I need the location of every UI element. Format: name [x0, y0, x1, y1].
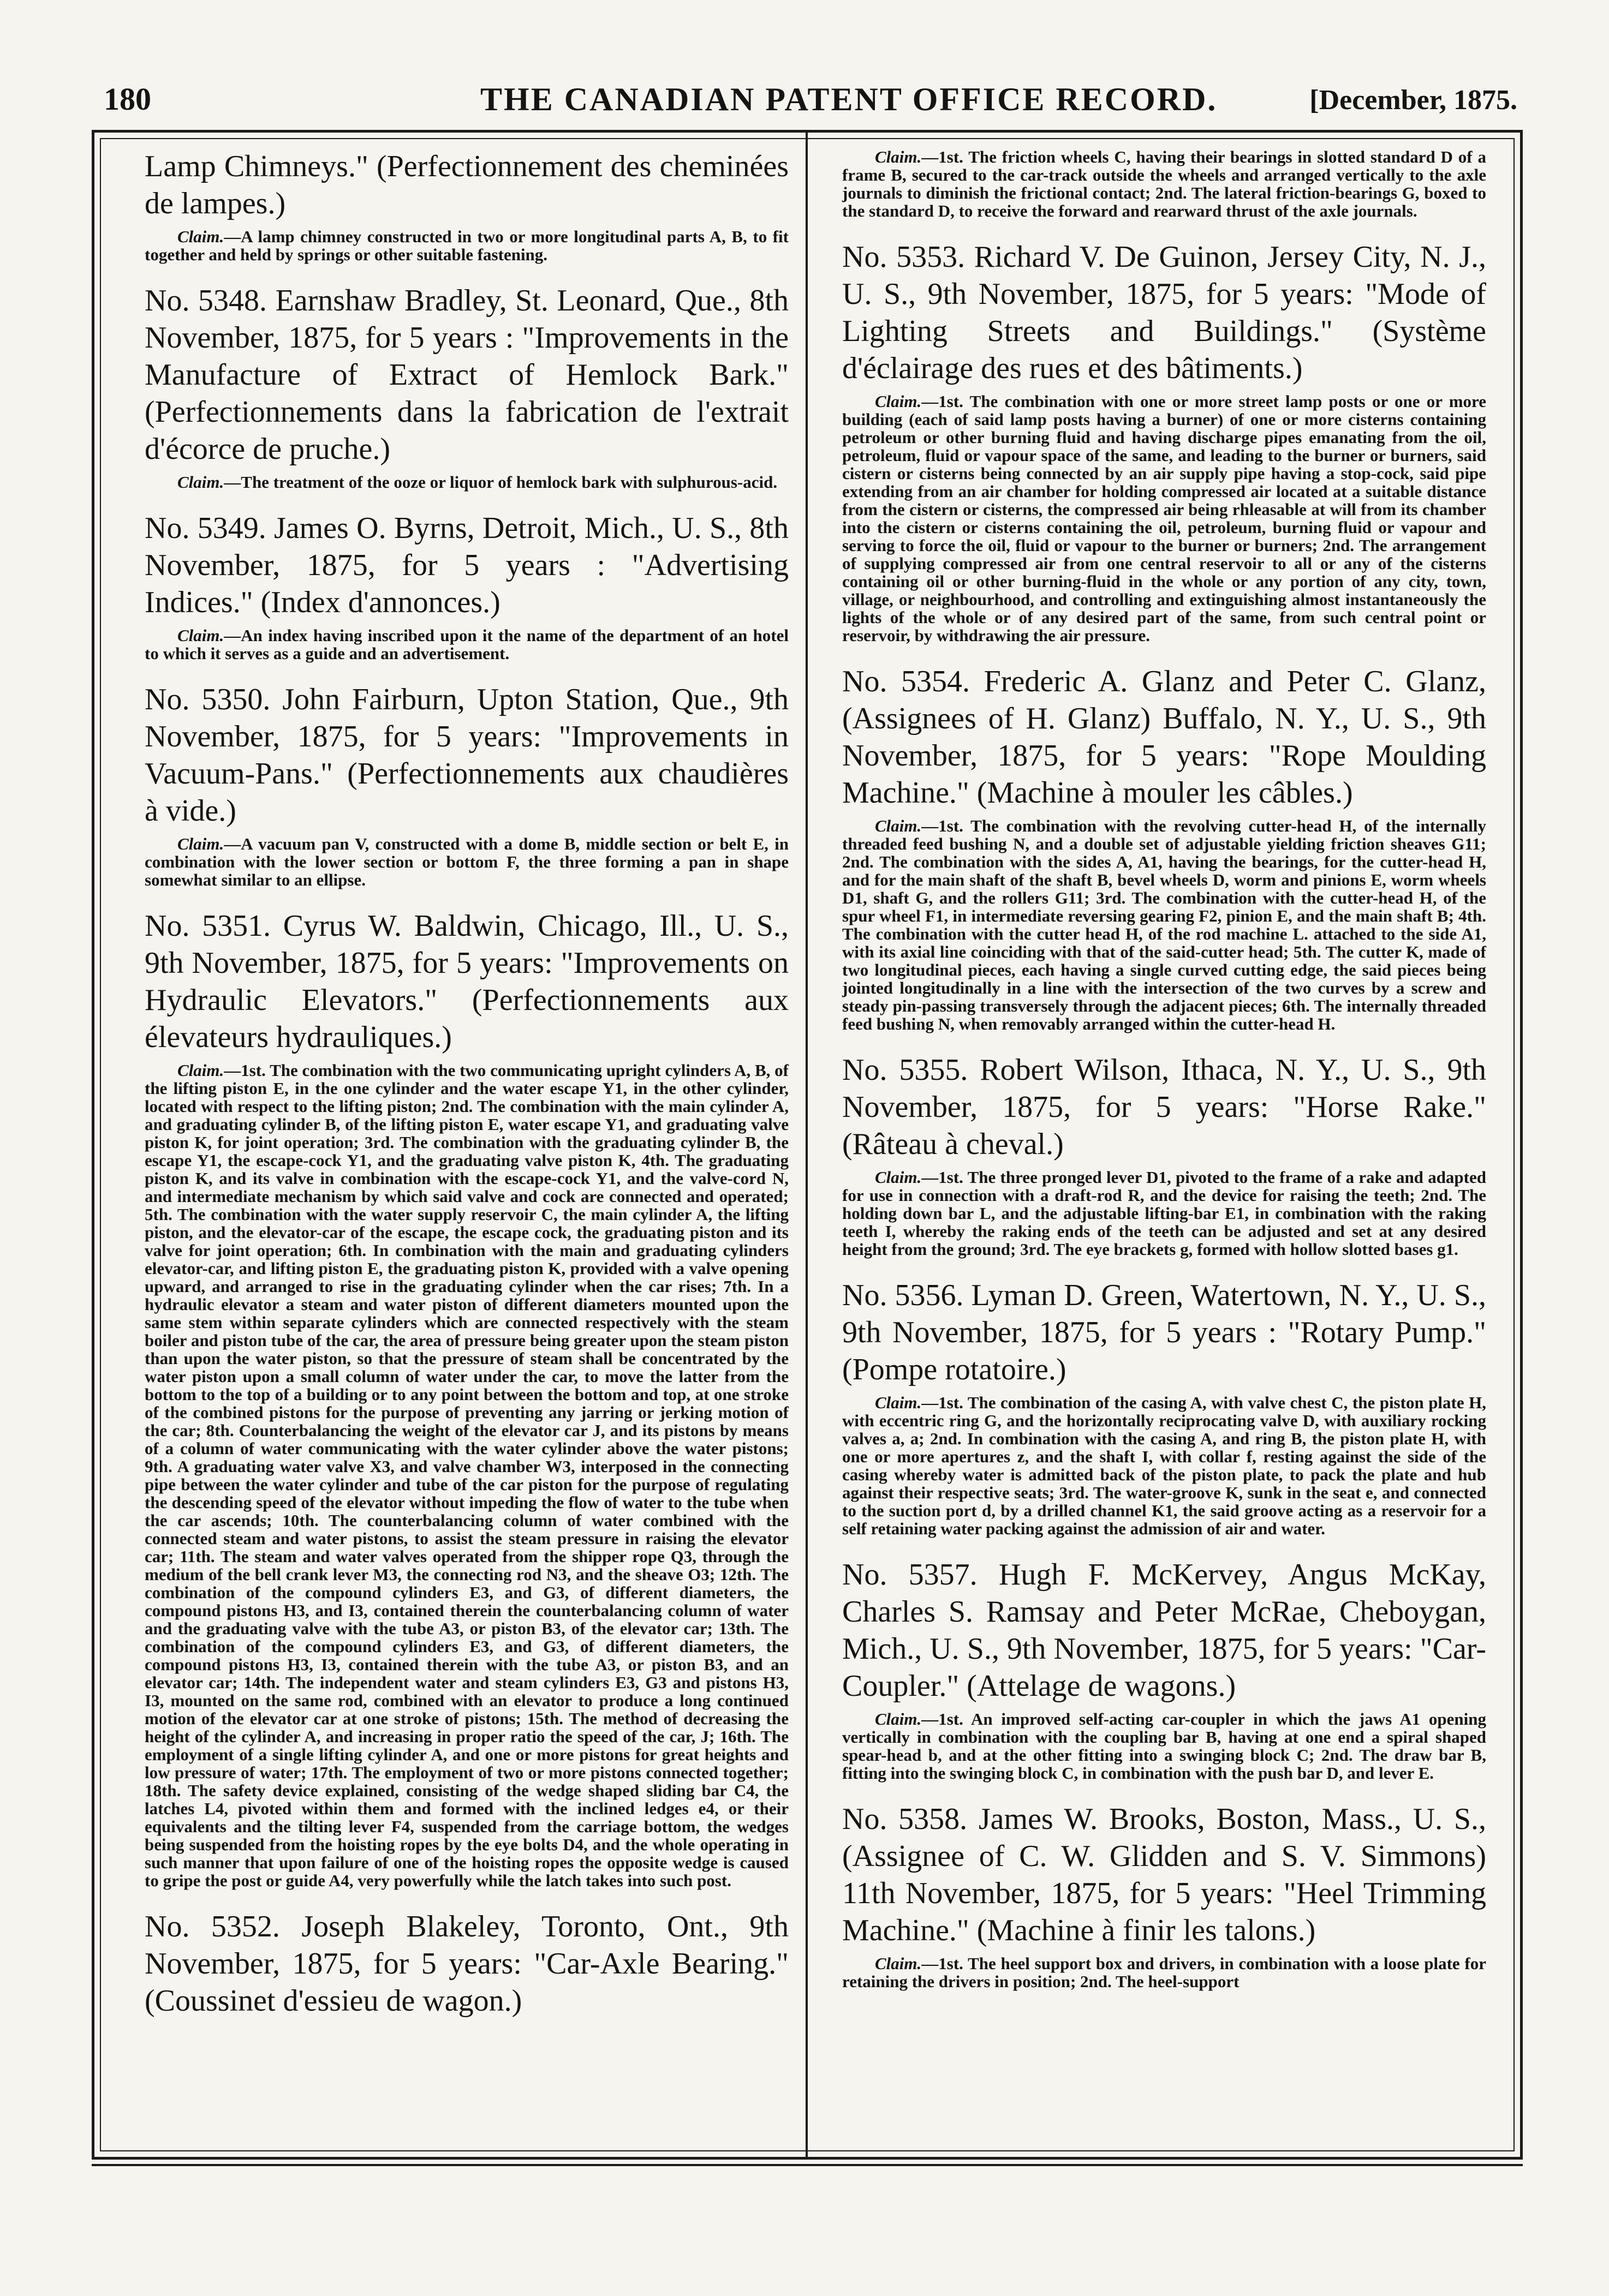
patent-title: No. 5351. Cyrus W. Baldwin, Chicago, Ill., U. S., 9th November, 1875, for 5 years: "Improvements on Hydraulic Elevators." (Perfectionnements aux élevateurs hydrauliques.) — [145, 909, 789, 1054]
page-frame — [92, 130, 1523, 2160]
patent-entry — [842, 148, 1486, 220]
patent-claim — [842, 148, 1486, 220]
patent-entry — [145, 510, 789, 662]
claim-text: —An index having inscribed upon it the name of the department of an hotel to which it serves as a guide and an advertisement. — [145, 626, 789, 663]
patent-entry — [145, 148, 789, 264]
claim-text: —1st. The combination with the revolving cutter-head H, of the internally threaded feed bushing N, and a double set of adjustable yielding friction sheaves G11; 2nd. The combination with the sides A, A1, having the bearings, for the cutter-head H, and for the main shaft of the shaft B, bevel wheels D, worm and pinions E, worm wheels D1, shaft G, and the rollers G11; 3rd. The combination with the cutter-head H, of the spur wheel F1, in intermediate reversing gearing F2, pinion E, and the main shaft B; 4th. The combination with the cutter head H, of the rod machine L. attached to the side A1, with its axial line coinciding with that of the said-cutter head; 5th. The cutter K, made of two longitudinal pieces, each having a single curved cutting edge, the said pieces being jointed longitudinally in a line with the intersection of the two curves by a screw and steady pin-passing transversely through the adjacent pieces; 6th. The internally threaded feed bushing N, when removably arranged within the cutter-head H. — [842, 816, 1486, 1033]
patent-entry — [145, 681, 789, 889]
patent-entry — [145, 282, 789, 491]
page-header — [104, 81, 1517, 119]
claim-text: —1st. The combination with one or more street lamp posts or one or more building (each of said lamp posts having a burner) of one or more cisterns containing petroleum or other burning fluid and having discharge pipes emanating from the oil, petroleum, fluid or vapour space of the same, and leading to the burner or burners, said cistern or cisterns being connected by an air supply pipe having a stop-cock, said pipe extending from an air chamber for holding compressed air located at a suitable distance from the cistern or cisterns, the compressed air being rhleasable at will from its chamber into the cistern or cisterns containing the oil, petroleum, burning fluid or vapour and serving to force the oil, fluid or vapour to the burner or burners; 2nd. The arrangement of supplying compressed air from one central reservoir to all or any of the cisterns containing oil or other burning-fluid in the whole or any portion of any city, town, village, or neighbourhood, and controlling and extinguishing almost instantaneously the lights of the whole or of any desired part of the same, from such central point or reservoir, by withdrawing the air pressure. — [842, 392, 1486, 645]
claim-label: Claim. — [875, 1954, 922, 1973]
patent-claim — [842, 1710, 1486, 1782]
claim-text: —1st. The combination with the two communicating upright cylinders A, B, of the lifting piston E, in the one cylinder and the water escape Y1, in the other cylinder, located with respect to the lifting piston; 2nd. The combination with the main cylinder A, and graduating cylinder B, of the lifting piston E, water escape Y1, and graduating valve piston K, for joint operation; 3rd. The combination with the graduating cylinder B, the escape Y1, the escape-cock Y1, and the graduating valve piston K, 4th. The graduating piston K, and its valve in combination with the escape-cock Y1, and the valve-cord N, and intermediate mechanism by which said valve and cock are connected and operated; 5th. The combination with the water supply reservoir C, the main cylinder A, the lifting piston, and the elevator-car of the escape, the escape cock, the graduating piston and its valve for joint operation; 6th. In combination with the main and graduating cylinders elevator-car, and lifting piston E, the graduating piston K, provided with a valve opening upward, and arranged to rise in the graduating cylinder when the car rises; 7th. In a hydraulic elevator a steam and water piston of different diameters mounted upon the same stem within separate cylinders which are connected respectively with the steam boiler and piston tube of the car, the area of pressure being greater upon the steam piston than upon the water piston, so that the pressure of steam shall be concentrated by the water piston upon a small column of water under the car, to move the latter from the bottom to the top of a building or to any point between the bottom and top, at one stroke of the combined pistons for the purpose of preventing any jarring or jerking motion of the car; 8th. Counterbalancing the weight of the elevator car J, and its pistons by means of a column of water communicating with the water cylinder above the water pistons; 9th. A graduating water valve X3, and valve chamber W3, interposed in the connecting pipe between the water cylinder and tube of the car piston for the purpose of regulating the descending speed of the elevator without impeding the flow of water to the tube when the car ascends; 10th. The counterbalancing column of water combined with the connected steam and water pistons, to assist the steam pressure in raising the elevator car; 11th. The steam and water valves operated from the shipper rope Q3, through the medium of the bell crank lever M3, the connecting rod N3, and the sheave O3; 12th. The combination of the compound cylinders E3, and G3, of different diameters, the compound pistons H3, and I3, contained therein the counterbalancing column of water and the graduating valve with the tube A3, or piston B3, of the elevator car; 13th. The combination of the compound cylinders E3, and G3, of different diameters, the compound pistons H3, I3, contained therein with the tube A3, or piston B3, and an elevator car; 14th. The independent water and steam cylinders E3, G3 and pistons H3, I3, mounted on the same rod, combined with an elevator to produce a long continued motion of the elevator car at one stroke of pistons; 15th. The method of decreasing the height of the cylinder A, and increasing in proper ratio the speed of the car, J; 16th. The employment of a single lifting cylinder A, and one or more pistons for great heights and low pressure of water; 17th. The employment of two or more pistons connected together; 18th. The safety device explained, consisting of the wedge shaped sliding bar C4, the latches L4, pivoted within them and formed with the inclined ledges e4, or their equivalents and the tilting lever F4, suspended from the carriage bottom, the wedges being suspended from the hoisting ropes by the eye bolts D4, and the whole operating in such manner that upon failure of one of the hoisting ropes the opposite wedge is caused to gripe the post or guide A4, very powerfully while the latch takes into such post. — [145, 1061, 789, 1890]
patent-claim — [145, 228, 789, 264]
patent-entry — [145, 1908, 789, 2019]
claim-label: Claim. — [177, 834, 224, 853]
patent-entry — [145, 907, 789, 1890]
claim-label: Claim. — [177, 626, 224, 645]
bottom-rule — [92, 2164, 1523, 2166]
claim-label: Claim. — [875, 1709, 922, 1729]
issue-date: [December, 1875. — [1309, 85, 1517, 116]
patent-title: No. 5358. James W. Brooks, Boston, Mass., U. S., (Assignee of C. W. Glidden and S. V. Simmons) 11th November, 1875, for 5 years: "Heel Trimming Machine." (Machine à finir les talons.) — [842, 1802, 1486, 1947]
left-column — [145, 148, 789, 2038]
patent-entry — [842, 1556, 1486, 1782]
claim-label: Claim. — [177, 1061, 224, 1080]
claim-label: Claim. — [177, 473, 224, 492]
patent-title: No. 5354. Frederic A. Glanz and Peter C. Glanz, (Assignees of H. Glanz) Buffalo, N. Y., U. S., 9th November, 1875, for 5 years: "Rope Moulding Machine." (Machine à mouler les câbles.) — [842, 665, 1486, 810]
patent-title: No. 5352. Joseph Blakeley, Toronto, Ont., 9th November, 1875, for 5 years: "Car-Axle Bearing." (Coussinet d'essieu de wagon.) — [145, 1910, 789, 2018]
claim-label: Claim. — [875, 147, 922, 166]
patent-title: No. 5349. James O. Byrns, Detroit, Mich., U. S., 8th November, 1875, for 5 years : "Advertising Indices." (Index d'annonces.) — [145, 511, 789, 619]
patent-title: No. 5353. Richard V. De Guinon, Jersey City, N. J., U. S., 9th November, 1875, for 5 years: "Mode of Lighting Streets and Buildings." (Système d'éclairage des rues et des bâtiments.) — [842, 240, 1486, 385]
patent-entry — [842, 238, 1486, 644]
claim-label: Claim. — [875, 392, 922, 411]
patent-title: No. 5348. Earnshaw Bradley, St. Leonard, Que., 8th November, 1875, for 5 years : "Improvements in the Manufacture of Extract of Hemlock Bark." (Perfectionnements dans la fabrication de l'extrait d'écorce de pruche.) — [145, 284, 789, 466]
patent-entry — [842, 1051, 1486, 1258]
patent-title: Lamp Chimneys." (Perfectionnement des cheminées de lampes.) — [145, 150, 789, 220]
patent-title: No. 5357. Hugh F. McKervey, Angus McKay, Charles S. Ramsay and Peter McRae, Cheboygan, Mich., U. S., 9th November, 1875, for 5 years: "Car-Coupler." (Attelage de wagons.) — [842, 1558, 1486, 1703]
claim-text: —1st. An improved self-acting car-coupler in which the jaws A1 opening vertically in combination with the coupling bar B, having at one end a spiral shaped spear-head b, and at the other fitting into a swinging block C; 2nd. The draw bar B, fitting into the swinging block C, in combination with the push bar D, and lever E. — [842, 1709, 1486, 1783]
claim-text: —1st. The combination of the casing A, with valve chest C, the piston plate H, with eccentric ring G, and the horizontally reciprocating valve D, with auxiliary rocking valves a, a; 2nd. In combination with the casing A, and ring B, the piston plate H, with one or more apertures z, and the shaft I, with collar f, resting against the side of the casing whereby water is admitted back of the piston plate, to pack the plate and hub against their respective seats; 3rd. The water-groove K, sunk in the seat e, and connected to the suction port d, by a drilled channel K1, the said groove acting as a reservoir for a self retaining water packing against the admission of air and water. — [842, 1393, 1486, 1538]
patent-entry — [842, 663, 1486, 1033]
patent-claim — [842, 1954, 1486, 1990]
page-number: 180 — [104, 81, 151, 117]
right-column — [842, 148, 1486, 2009]
patent-claim — [842, 1394, 1486, 1538]
patent-claim — [145, 1061, 789, 1890]
claim-text: —A vacuum pan V, constructed with a dome B, middle section or belt E, in combination with the lower section or bottom F, the three forming a pan in shape somewhat similar to an ellipse. — [145, 834, 789, 889]
claim-text: —1st. The three pronged lever D1, pivoted to the frame of a rake and adapted for use in connection with a draft-rod R, and the device for raising the teeth; 2nd. The holding down bar L, and the adjustable lifting-bar E1, in combination with the raking teeth I, whereby the raking ends of the teeth can be adjusted and set at any desired height from the ground; 3rd. The eye brackets g, formed with hollow slotted bases g1. — [842, 1168, 1486, 1259]
patent-entry — [842, 1801, 1486, 1990]
patent-claim — [842, 392, 1486, 644]
claim-label: Claim. — [875, 1393, 922, 1412]
patent-title: No. 5355. Robert Wilson, Ithaca, N. Y., U. S., 9th November, 1875, for 5 years: "Horse Rake." (Râteau à cheval.) — [842, 1053, 1486, 1161]
claim-label: Claim. — [177, 227, 224, 246]
patent-title: No. 5356. Lyman D. Green, Watertown, N. Y., U. S., 9th November, 1875, for 5 years : "Rotary Pump." (Pompe rotatoire.) — [842, 1278, 1486, 1386]
running-title: THE CANADIAN PATENT OFFICE RECORD. — [480, 81, 1218, 117]
patent-claim — [842, 817, 1486, 1033]
claim-label: Claim. — [875, 1168, 922, 1187]
claim-text: —A lamp chimney constructed in two or more longitudinal parts A, B, to fit together and held by springs or other suitable fastening. — [145, 227, 789, 264]
claim-text: —The treatment of the ooze or liquor of hemlock bark with sulphurous-acid. — [224, 473, 778, 492]
patent-claim — [145, 835, 789, 889]
claim-label: Claim. — [875, 816, 922, 835]
claim-text: —1st. The friction wheels C, having their bearings in slotted standard D of a frame B, secured to the car-track outside the wheels and arranged vertically to the axle journals to diminish the frictional contact; 2nd. The lateral friction-bearings G, boxed to the standard D, to receive the forward and rearward thrust of the axle journals. — [842, 147, 1486, 220]
patent-entry — [842, 1277, 1486, 1538]
patent-claim — [145, 626, 789, 662]
column-divider — [806, 133, 808, 2157]
patent-claim — [842, 1168, 1486, 1258]
patent-claim — [145, 473, 789, 491]
claim-text: —1st. The heel support box and drivers, in combination with a loose plate for retaining the drivers in position; 2nd. The heel-support — [842, 1954, 1486, 1991]
patent-title: No. 5350. John Fairburn, Upton Station, Que., 9th November, 1875, for 5 years: "Improvements in Vacuum-Pans." (Perfectionnements aux chaudières à vide.) — [145, 683, 789, 828]
